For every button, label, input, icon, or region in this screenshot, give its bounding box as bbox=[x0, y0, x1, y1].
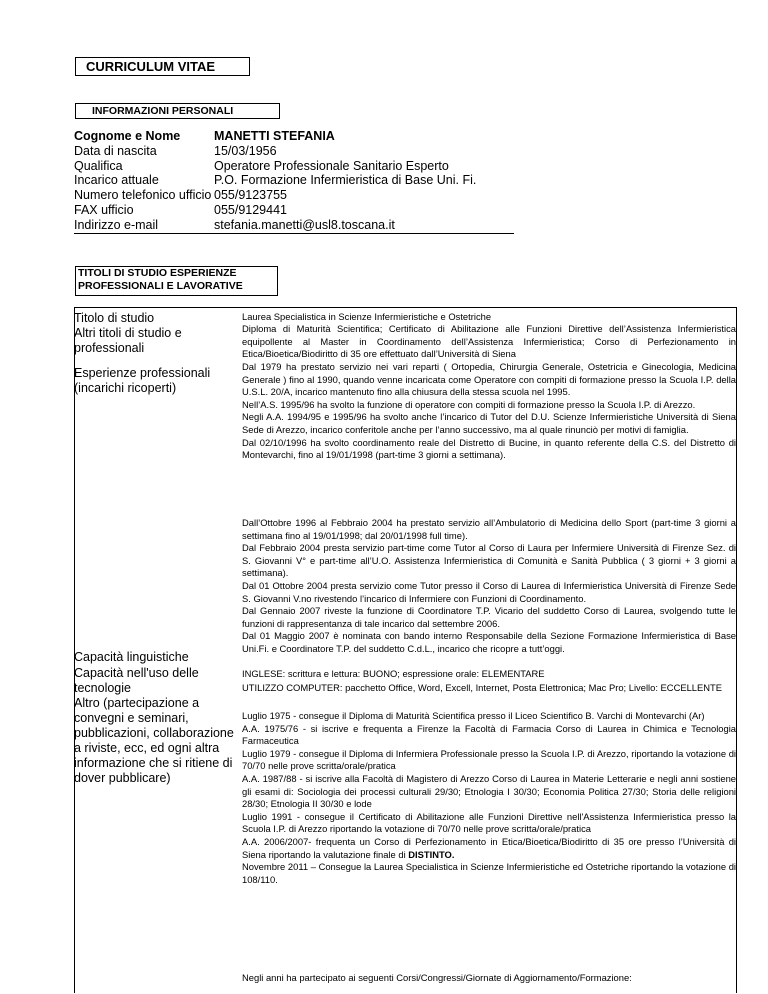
altri-titoli-text: Diploma di Maturità Scientifica; Certificato di Abilitazione alle Funzioni Direttive dell’Assistenza Infermieristica equipollente al Master in Coordinamento dell’Assistenza Infermieristica; Corso di Perfezionamento in Etica/Bioetica/Biodiritto di 35 ore effettuato dall’Università di Siena bbox=[242, 323, 736, 360]
esperienza-paragraph: Dal 1979 ha prestato servizio nei vari reparti ( Ortopedia, Chirurgia Generale, Ostetricia e Ginecologia, Medicina Generale ) fino al 1990, quando venne incaricata come Operatore con compiti di formazione presso la Scuola I.P. della U.S.L. 20/A, incarico mantenuto fino alla chiusura della stessa scuola nel 1995. bbox=[242, 361, 736, 398]
esperienza-paragraph: Dal 02/10/1996 ha svolto coordinamento reale del Distretto di Bucine, in quanto referente della C.S. del Distretto di Montevarchi, fino al 19/01/1998 (part-time 3 giorni a settimana). bbox=[242, 436, 736, 461]
altro-paragraph: A.A. 2006/2007- frequenta un Corso di Perfezionamento in Etica/Bioetica/Biodiritto di 35 ore presso l’Università di Siena riportando la valutazione finale di DISTINTO. bbox=[242, 835, 736, 860]
personal-row-birthdate: Data di nascita 15/03/1956 bbox=[74, 143, 277, 158]
label-altri-titoli: Altri titoli di studio e professionali bbox=[74, 326, 182, 355]
esperienze-block-2 bbox=[242, 517, 736, 656]
esperienze-block-1 bbox=[242, 361, 736, 462]
personal-info-table bbox=[74, 129, 514, 234]
altro-paragraph: A.A. 1987/88 - si iscrive alla Facoltà di Magistero di Arezzo Corso di Laurea in Materie Letterarie e negli anni sostiene gli esami di: Sociologia dei processi culturali 29/30; Etnologia I 30/30; Economia Politica 27/30; Storia delle religioni 28/30; Etnologia II 30/30 e lode bbox=[242, 772, 736, 810]
personal-row-phone: Numero telefonico ufficio 055/9123755 bbox=[74, 188, 287, 203]
esperienza-paragraph: Dal 01 Ottobre 2004 presta servizio come Tutor presso il Corso di Laurea di Infermieristica Università di Firenze Sede S. Giovanni V.no rivestendo l’incarico di Infermiere con Funzioni di Coordinamento. bbox=[242, 579, 736, 604]
esperienza-paragraph: Negli A.A. 1994/95 e 1995/96 ha svolto anche l’incarico di Tutor del D.U. Scienze Infermieristiche Università di Siena Sede di Arezzo, incarico conferitole anche per l’anno successivo, ma al quale rinunciò per motivi di famiglia. bbox=[242, 411, 736, 435]
cv-title: CURRICULUM VITAE bbox=[75, 57, 250, 76]
personal-row-email: Indirizzo e-mail stefania.manetti@usl8.toscana.it bbox=[74, 217, 395, 232]
corsi-intro: Negli anni ha partecipato ai seguenti Corsi/Congressi/Giornate di Aggiornamento/Formazione: bbox=[242, 972, 632, 983]
lingue-text: INGLESE: scrittura e lettura: BUONO; espressione orale: ELEMENTARE bbox=[242, 668, 545, 679]
label-titolo: Titolo di studio bbox=[74, 311, 155, 325]
esperienza-paragraph: Dal Febbraio 2004 presta servizio part-time come Tutor al Corso di Laura per Infermiere Università di Firenze Sez. di S. Giovanni V° e part-time all’U.O. Assistenza Infermieristica di Comunità e Sanità Pubblica ( 3 giorni + 3 giorni a settimana). bbox=[242, 542, 736, 579]
personal-row-fax: FAX ufficio 055/9129441 bbox=[74, 202, 287, 217]
label-tecnologie: Capacità nell'uso delle tecnologie bbox=[74, 666, 199, 695]
altro-paragraph: A.A. 1975/76 - si iscrive e frequenta a Firenze la Facoltà di Farmacia Corso di Laurea in Chimica e Tecnologia Farmaceutica bbox=[242, 722, 736, 747]
altro-paragraph: Luglio 1979 - consegue il Diploma di Infermiera Professionale presso la Scuola I.P. di Arezzo, riportando la votazione di 70/70 nelle prove scritta/orale/pratica bbox=[242, 747, 736, 772]
esperienza-paragraph: Dal Gennaio 2007 riveste la funzione di Coordinatore T.P. Vicario del suddetto Corso di Laurea, svolgendo tutte le funzioni di rappresentanza di tale incarico dal settembre 2006. bbox=[242, 605, 736, 629]
tecnologie-text: UTILIZZO COMPUTER: pacchetto Office, Word, Excell, Internet, Posta Elettronica; Mac Pro; Livello: ECCELLENTE bbox=[242, 682, 723, 693]
label-lingue: Capacità linguistiche bbox=[74, 650, 189, 664]
distinto-grade: DISTINTO. bbox=[408, 848, 455, 860]
altro-paragraph: Luglio 1975 - consegue il Diploma di Maturità Scientifica presso il Liceo Scientifico B. Varchi di Montevarchi (Ar) bbox=[242, 710, 705, 721]
personal-row-qualifica: Qualifica Operatore Professionale Sanitario Esperto bbox=[74, 158, 449, 173]
esperienza-paragraph: Dall’Ottobre 1996 al Febbraio 2004 ha prestato servizio all’Ambulatorio di Medicina dello Sport (part-time 3 giorni a settimana fino al 19/01/1998; dal 20/01/1998 full time). bbox=[242, 517, 736, 541]
label-esperienze: Esperienze professionali (incarichi ricoperti) bbox=[74, 366, 211, 395]
label-altro: Altro (partecipazione a convegni e seminari, pubblicazioni, collaborazione a riviste, ecc, ed ogni altra informazione che si ritiene di dover pubblicare) bbox=[74, 696, 234, 785]
personal-row-incarico: Incarico attuale P.O. Formazione Infermieristica di Base Uni. Fi. bbox=[74, 173, 477, 188]
altro-paragraph: Novembre 2011 – Consegue la Laurea Specialistica in Scienze Infermieristiche ed Ostetriche riportando la votazione di 108/110. bbox=[242, 861, 736, 885]
esperienza-paragraph: Dal 01 Maggio 2007 è nominata con bando interno Responsabile della Sezione Formazione Infermieristica di Base Uni.Fi. e Coordinatore T.P. del suddetto C.d.L., incarico che ricopre a tutt’oggi. bbox=[242, 630, 736, 654]
esperienza-paragraph: Nell’A.S. 1995/96 ha svolto la funzione di operatore con compiti di formazione presso la Scuola I.P. di Arezzo. bbox=[242, 398, 696, 410]
altro-block bbox=[242, 710, 736, 886]
personal-row-name: Cognome e Nome MANETTI STEFANIA bbox=[74, 129, 335, 143]
altro-paragraph: Luglio 1991 - consegue il Certificato di Abilitazione alle Funzioni Direttive nell'Assistenza Infermieristica presso la Scuola I.P. di Arezzo riportando la votazione di 70/70 nelle prove scritta/orale/pratica bbox=[242, 810, 736, 835]
titoli-heading: TITOLI DI STUDIO ESPERIENZE PROFESSIONALI E LAVORATIVE bbox=[75, 266, 278, 296]
personal-info-heading: INFORMAZIONI PERSONALI bbox=[75, 103, 280, 119]
titolo-text: Laurea Specialistica in Scienze Infermieristiche e Ostetriche bbox=[242, 311, 492, 322]
